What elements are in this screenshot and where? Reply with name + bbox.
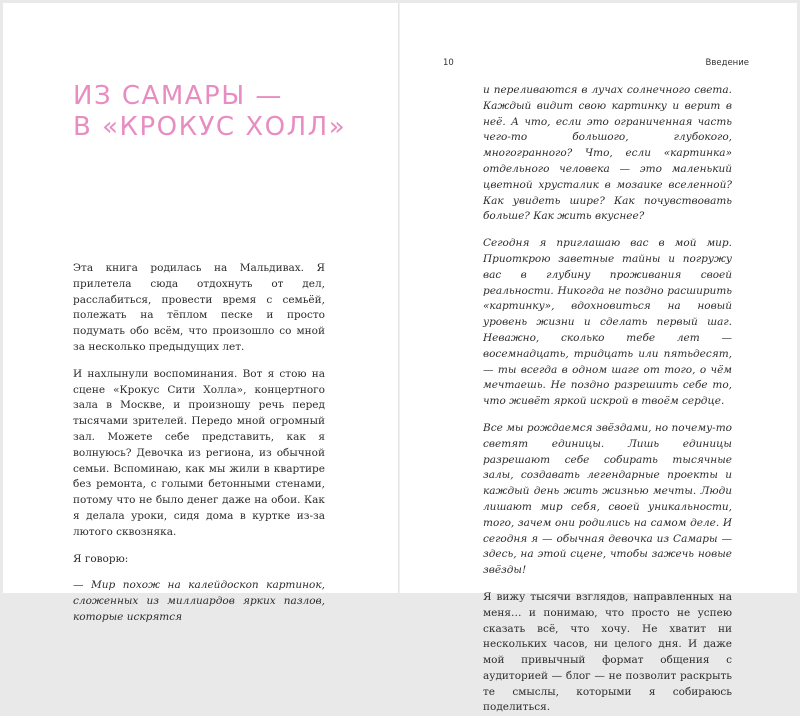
left-page-body xyxy=(73,261,325,626)
quote-paragraph: и переливаются в лучах солнечного света. Каждый видит свою картинку и верит в неё. А что, если это ограниченная часть чего-то большого, глубокого, многогранного? Что, если «картинка» отдельного человека — это маленький цветной хрусталик в мозаике вселенной? Как увидеть шире? Как почувствовать больше? Как жить вкуснее? xyxy=(483,84,732,223)
paragraph: Я вижу тысячи взглядов, направленных на меня… и понимаю, что просто не успею сказать всё, что хочу. Не хватит ни нескольких часов, ни целого дня. И даже мой привычный формат общения с аудиторией — блог — не позволит раскрыть те смыслы, которыми я собираюсь поделиться. xyxy=(483,590,732,714)
paragraph: Эта книга родилась на Мальдивах. Я прилетела сюда отдохнуть от дел, расслабиться, провести время с семьёй, полежать на тёплом песке и просто подумать обо всём, что произошло со мной за несколько предыдущих лет. xyxy=(73,262,325,353)
book-spread xyxy=(3,3,797,714)
paragraph: Я говорю: xyxy=(73,552,129,565)
paragraph: И нахлынули воспоминания. Вот я стою на сцене «Крокус Сити Холла», концертного зала в Москве, и произношу речь перед тысячами зрителей. Передо мной огромный зал. Можете себе представить, как я волнуюсь? Девочка из региона, из обычной семьи. Вспоминаю, как мы жили в квартире без ремонта, с голыми бетонными стенами, потому что не было денег даже на обои. Как я делала уроки, сидя дома в куртке из-за лютого сквозняка. xyxy=(73,367,325,538)
left-page xyxy=(3,3,399,623)
quote-paragraph: Сегодня я приглашаю вас в мой мир. Приоткрою заветные тайны и погружу вас в глубину проживания своей реальности. Никогда не поздно расширить «картинку», вдохновиться на новый уровень жизни и сделать первый шаг. Неважно, сколько тебе лет — восемнадцать, тридцать или пятьдесят, — ты всегда в одном шаге от того, о чём мечтаешь. Не поздно разрешить себе то, что живёт яркой искрой в твоём сердце. xyxy=(483,237,732,408)
running-header: Введение xyxy=(705,58,749,68)
right-page-body xyxy=(483,83,732,716)
quote-paragraph: — Мир похож на калейдоскоп картинок, сложенных из миллиардов ярких пазлов, которые искрятся xyxy=(73,579,325,623)
chapter-title xyxy=(73,81,393,143)
page-number: 10 xyxy=(443,58,454,68)
chapter-title-line-1: ИЗ САМАРЫ — xyxy=(73,81,283,111)
chapter-title-line-2: В «КРОКУС ХОЛЛ» xyxy=(73,112,347,142)
quote-paragraph: Все мы рождаемся звёздами, но почему-то светят единицы. Лишь единицы разрешают себе собирать тысячные залы, создавать легендарные проекты и каждый день жить жизнью мечты. Люди лишают мир себя, своей уникальности, того, зачем они родились на самом деле. И сегодня я — обычная девочка из Самары — здесь, на этой сцене, чтобы зажечь новые звёзды! xyxy=(483,421,732,577)
right-page xyxy=(400,3,797,714)
